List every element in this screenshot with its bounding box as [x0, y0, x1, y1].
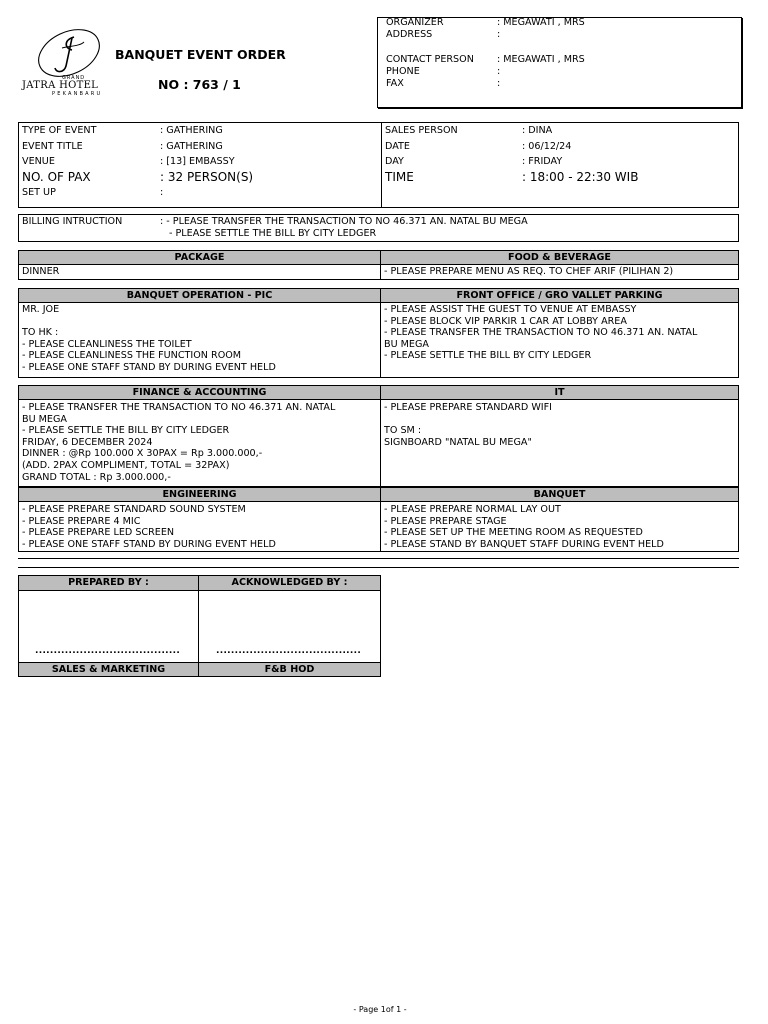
venue-label: VENUE: [22, 156, 55, 167]
billing-label: BILLING INTRUCTION: [22, 216, 123, 227]
it-line: [384, 414, 552, 426]
organizer-labels: [386, 17, 474, 90]
banquet-operation-content: [22, 304, 276, 374]
separator-line: [18, 567, 739, 568]
engineering-line: - PLEASE PREPARE STANDARD SOUND SYSTEM: [22, 504, 246, 515]
finance-line: GRAND TOTAL : Rp 3.000.000,-: [22, 471, 171, 483]
day-value: : FRIDAY: [522, 156, 563, 167]
logo-grand: GRAND: [62, 75, 86, 81]
organizer-box: [377, 17, 742, 108]
engineering-line: - PLEASE PREPARE 4 MIC: [22, 515, 141, 527]
front-office-line: - PLEASE SETTLE THE BILL BY CITY LEDGER: [384, 350, 592, 362]
separator-line: [18, 558, 739, 559]
document-title: BANQUET EVENT ORDER: [115, 47, 286, 62]
logo-city: PEKANBARU: [52, 91, 103, 97]
acknowledged-by-header: ACKNOWLEDGED BY :: [198, 575, 381, 591]
front-office-content: [384, 304, 697, 362]
it-line: TO SM :: [384, 425, 422, 437]
finance-content: [22, 402, 335, 483]
prepared-role: SALES & MARKETING: [18, 662, 199, 677]
contact-person-value: : MEGAWATI , MRS: [497, 53, 585, 65]
banquet-operation-line: [22, 316, 276, 328]
billing-instruction-box: [18, 214, 739, 242]
prepared-signature-line: .......................................: [35, 646, 181, 656]
package-content: [22, 266, 59, 278]
organizer-values: [497, 17, 585, 90]
organizer-label: ORGANIZER: [386, 17, 444, 28]
banquet-line: - PLEASE PREPARE STAGE: [384, 515, 507, 527]
it-header: IT: [380, 385, 739, 400]
banquet-operation-line: MR. JOE: [22, 304, 60, 315]
set-up-value: :: [160, 187, 164, 198]
document-number: NO : 763 / 1: [158, 77, 241, 92]
engineering-content: [22, 504, 276, 550]
engineering-header: ENGINEERING: [18, 487, 381, 502]
address-value: :: [497, 29, 501, 41]
sales-person-value: : DINA: [522, 125, 553, 136]
venue-value: : [13] EMBASSY: [160, 156, 235, 167]
spacer-value: [497, 41, 585, 53]
set-up-label: SET UP: [22, 187, 56, 198]
banquet-content: [384, 504, 664, 550]
acknowledged-role: F&B HOD: [198, 662, 381, 677]
banquet-operation-line: - PLEASE CLEANLINESS THE TOILET: [22, 338, 192, 350]
address-label: ADDRESS: [386, 29, 433, 41]
date-value: : 06/12/24: [522, 140, 572, 152]
no-of-pax-label: NO. OF PAX: [22, 169, 91, 184]
logo-hotel-name: JATRA HOTEL: [22, 80, 99, 91]
front-office-line: - PLEASE TRANSFER THE TRANSACTION TO NO 46.371 AN. NATAL: [384, 327, 698, 339]
event-left-values: [160, 123, 253, 201]
billing-line-1: : - PLEASE TRANSFER THE TRANSACTION TO NO 46.371 AN. NATAL BU MEGA: [160, 216, 528, 227]
event-details-box: [18, 122, 739, 208]
type-of-event-value: : GATHERING: [160, 125, 223, 136]
engineering-line: - PLEASE PREPARE LED SCREEN: [22, 527, 175, 539]
contact-person-label: CONTACT PERSON: [386, 53, 474, 65]
finance-line: (ADD. 2PAX COMPLIMENT, TOTAL = 32PAX): [22, 459, 230, 471]
front-office-line: BU MEGA: [384, 338, 429, 350]
fax-label: FAX: [386, 77, 404, 89]
sales-person-label: SALES PERSON: [385, 125, 458, 136]
front-office-header: FRONT OFFICE / GRO VALLET PARKING: [380, 288, 739, 303]
finance-line: - PLEASE TRANSFER THE TRANSACTION TO NO 46.371 AN. NATAL: [22, 402, 336, 413]
it-line: - PLEASE PREPARE STANDARD WIFI: [384, 402, 552, 413]
prepared-by-header: PREPARED BY :: [18, 575, 199, 591]
phone-value: :: [497, 65, 501, 77]
finance-header: FINANCE & ACCOUNTING: [18, 385, 381, 400]
day-label: DAY: [385, 156, 404, 167]
billing-line-2: - PLEASE SETTLE THE BILL BY CITY LEDGER: [169, 227, 377, 239]
event-title-label: EVENT TITLE: [22, 140, 83, 152]
banquet-operation-line: - PLEASE ONE STAFF STAND BY DURING EVENT HELD: [22, 361, 276, 373]
time-value: : 18:00 - 22:30 WIB: [522, 169, 639, 184]
finance-line: - PLEASE SETTLE THE BILL BY CITY LEDGER: [22, 425, 230, 437]
package-header: PACKAGE: [18, 250, 381, 265]
food-beverage-line: - PLEASE PREPARE MENU AS REQ. TO CHEF ARIF (PILIHAN 2): [384, 266, 674, 277]
acknowledged-signature-line: .......................................: [216, 646, 362, 656]
front-office-line: - PLEASE BLOCK VIP PARKIR 1 CAR AT LOBBY AREA: [384, 315, 627, 327]
phone-label: PHONE: [386, 65, 420, 77]
banquet-line: - PLEASE STAND BY BANQUET STAFF DURING EVENT HELD: [384, 538, 664, 550]
banquet-line: - PLEASE PREPARE NORMAL LAY OUT: [384, 504, 561, 515]
it-content: [384, 402, 552, 448]
event-right-labels: [385, 123, 458, 185]
finance-line: BU MEGA: [22, 413, 67, 425]
type-of-event-label: TYPE OF EVENT: [22, 125, 97, 136]
event-left-labels: [22, 123, 96, 201]
date-label: DATE: [385, 140, 410, 152]
banquet-operation-line: - PLEASE CLEANLINESS THE FUNCTION ROOM: [22, 350, 242, 362]
event-title-value: : GATHERING: [160, 140, 223, 152]
fax-value: :: [497, 77, 501, 89]
finance-line: FRIDAY, 6 DECEMBER 2024: [22, 436, 153, 448]
food-beverage-header: FOOD & BEVERAGE: [380, 250, 739, 265]
organizer-value: : MEGAWATI , MRS: [497, 17, 585, 28]
it-line: SIGNBOARD "NATAL BU MEGA": [384, 436, 532, 448]
finance-line: DINNER : @Rp 100.000 X 30PAX = Rp 3.000.000,-: [22, 448, 263, 460]
no-of-pax-value: : 32 PERSON(S): [160, 169, 254, 184]
hotel-logo-emblem: [22, 28, 112, 78]
front-office-line: - PLEASE ASSIST THE GUEST TO VENUE AT EMBASSY: [384, 304, 637, 315]
banquet-operation-line: TO HK :: [22, 327, 59, 339]
hotel-logo: [22, 28, 112, 98]
banquet-header: BANQUET: [380, 487, 739, 502]
package-line: DINNER: [22, 266, 60, 277]
engineering-line: - PLEASE ONE STAFF STAND BY DURING EVENT HELD: [22, 538, 276, 550]
page-footer: - Page 1of 1 -: [353, 1005, 407, 1014]
event-right-values: [522, 123, 638, 185]
banquet-operation-header: BANQUET OPERATION - PIC: [18, 288, 381, 303]
spacer-label: [386, 41, 474, 53]
time-label: TIME: [385, 169, 414, 184]
food-beverage-content: [384, 266, 673, 278]
banquet-line: - PLEASE SET UP THE MEETING ROOM AS REQUESTED: [384, 527, 643, 539]
